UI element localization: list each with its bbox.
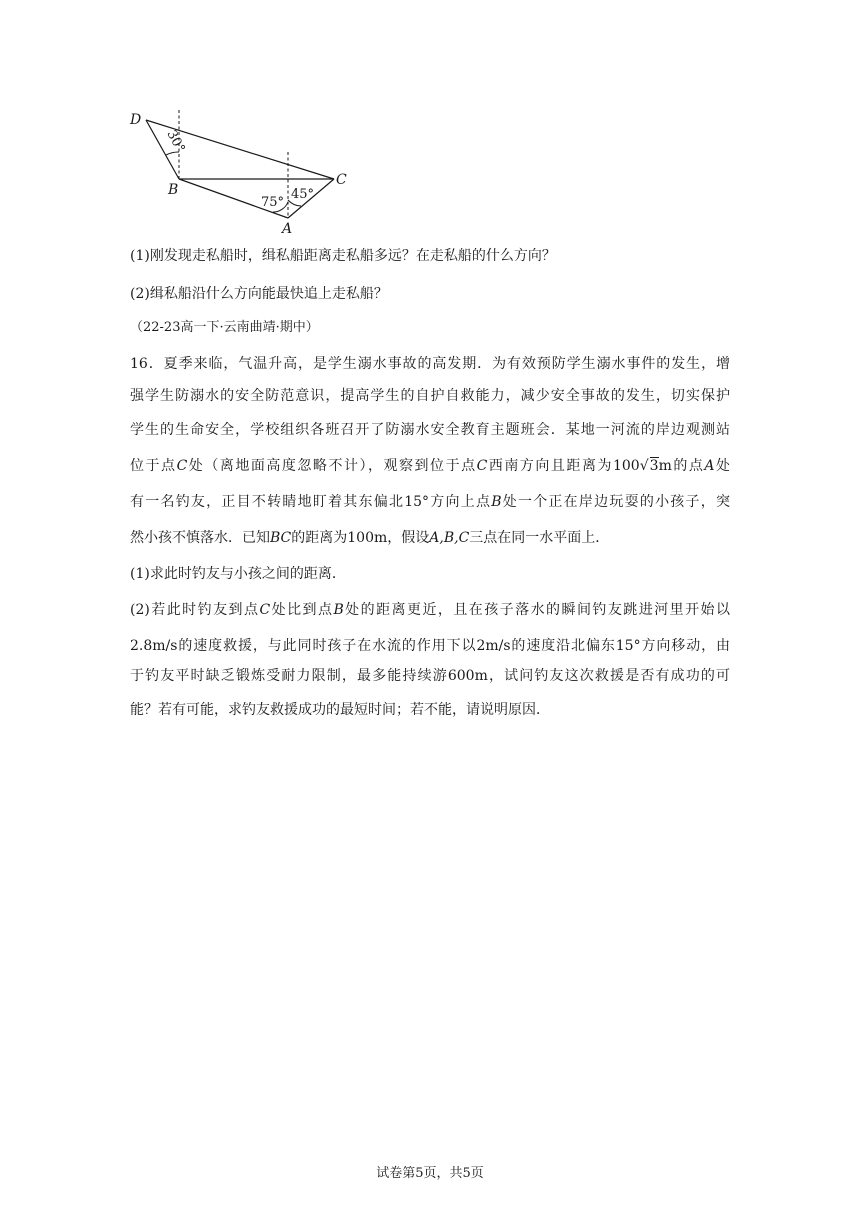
q15-part1: (1)刚发现走私船时，缉私船距离走私船多远？在走私船的什么方向？ <box>130 248 556 264</box>
text: 的距离为 <box>291 530 348 546</box>
text: ，假设 <box>387 530 430 546</box>
text: 西南方向且距离为 <box>487 458 613 474</box>
unit: m <box>658 458 672 474</box>
radicand: 3 <box>649 458 659 474</box>
segment-BC: BC <box>270 530 292 546</box>
text: 有一名钓友，正目不转睛地盯着其东偏北 <box>130 494 405 510</box>
text: 于钓友平时缺乏锻炼受耐力限制，最多能持续游 <box>130 668 448 684</box>
q16-line5 <box>130 492 730 512</box>
q16-part2-line3 <box>130 666 730 686</box>
text: 处的距离更近，且在孩子落水的瞬间钓友跳进河里开始以 <box>343 602 731 618</box>
text: 处（离地面高度忽略不计），观察到位于点 <box>187 458 477 474</box>
point-B: B <box>491 494 502 510</box>
text: 方向移动，由 <box>640 638 731 654</box>
text: 然小孩不慎落水．已知 <box>130 530 270 546</box>
distance-value: 100m <box>347 530 388 546</box>
text: 的速度救援，与此同时孩子在水流的作用下以 <box>177 638 477 654</box>
text: 位于点 <box>130 458 177 474</box>
q16-part2-line4: 能？若有可能，求钓友救援成功的最短时间；若不能，请说明原因． <box>130 702 550 718</box>
angle-value: 15° <box>615 638 641 654</box>
point-C: C <box>176 458 188 474</box>
text: 处一个正在岸边玩耍的小孩子，突 <box>501 494 731 510</box>
label-A: A <box>282 221 293 237</box>
triangle-diagram <box>122 104 362 236</box>
text: 三点在同一水平面上． <box>469 530 610 546</box>
q15-part2: (2)缉私船沿什么方向能最快追上走私船？ <box>130 286 388 302</box>
point-B: B <box>333 602 344 618</box>
speed-value: 2m/s <box>476 638 511 654</box>
label-D: D <box>130 112 142 128</box>
q16-part2-line1 <box>130 600 730 620</box>
number: 100 <box>612 458 640 474</box>
q16-line1: 16．夏季来临，气温升高，是学生溺水事故的高发期．为有效预防学生溺水事件的发生，增 <box>130 356 730 372</box>
angle-label-75: 75° <box>261 195 285 210</box>
distance-value: 100√3m <box>612 458 672 474</box>
text: (2)若此时钓友到点 <box>130 602 260 618</box>
label-B: B <box>168 182 179 198</box>
geometry-figure <box>122 104 362 236</box>
text: ，试问钓友这次救援是否有成功的可 <box>487 668 731 684</box>
q16-line2: 强学生防溺水的安全防范意识，提高学生的自护自救能力，减少安全事故的发生，切实保护 <box>130 388 730 404</box>
text: 方向上点 <box>429 494 492 510</box>
q16-line6 <box>130 528 730 548</box>
text: 处比到点 <box>270 602 334 618</box>
angle-label-30: 30° <box>163 127 188 156</box>
point-C: C <box>259 602 271 618</box>
angle-value: 15° <box>404 494 430 510</box>
text: 的点 <box>671 458 705 474</box>
q16-line3: 学生的生命安全，学校组织各班召开了防溺水安全教育主题班会．某地一河流的岸边观测站 <box>130 422 730 438</box>
angle-label-45: 45° <box>291 187 315 202</box>
page-footer: 试卷第5页，共5页 <box>376 1166 484 1181</box>
distance-value: 600m <box>447 668 488 684</box>
point-C: C <box>476 458 488 474</box>
q16-line4 <box>130 456 730 476</box>
speed-value: 2.8m/s <box>130 638 178 654</box>
text: 处 <box>714 458 731 474</box>
q16-source: （22-23高一下·云南曲靖·期中） <box>130 320 319 335</box>
text: 的速度沿北偏东 <box>510 638 616 654</box>
label-C: C <box>336 172 347 188</box>
points-ABC: A,B,C <box>429 530 470 546</box>
q16-part1: (1)求此时钓友与小孩之间的距离． <box>130 566 346 582</box>
q16-part2-line2 <box>130 636 730 656</box>
point-A: A <box>704 458 715 474</box>
